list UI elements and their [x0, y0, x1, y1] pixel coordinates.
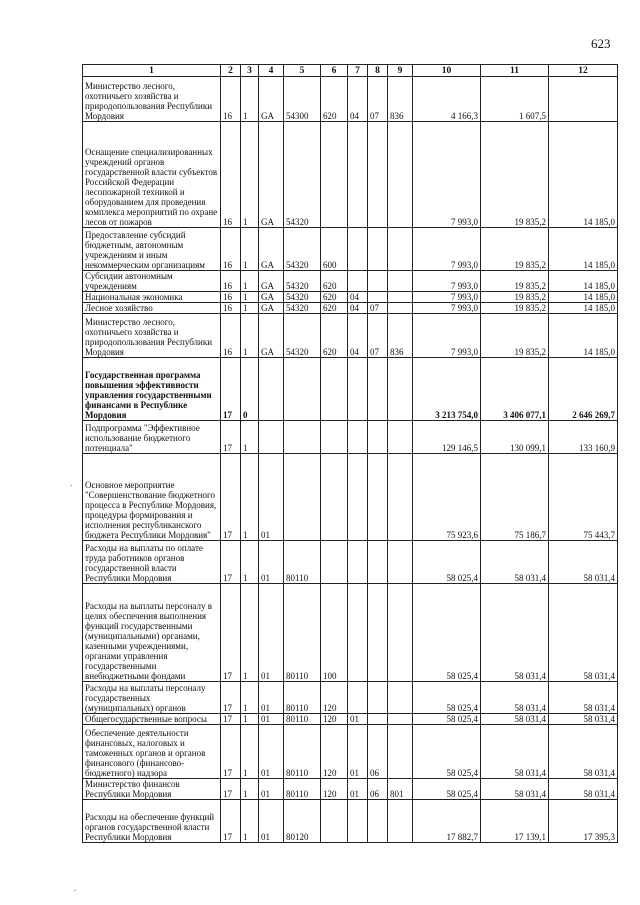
- cell-subsection: 1: [241, 779, 259, 800]
- cell-direction: 54320: [284, 292, 321, 303]
- cell-ministry: [388, 303, 413, 314]
- cell-subchapter: [368, 271, 388, 292]
- cell-section: 17: [221, 725, 241, 779]
- cell-amount-year2: 75 186,7: [481, 454, 549, 541]
- cell-program: GA: [259, 314, 284, 358]
- cell-ministry: 836: [388, 314, 413, 358]
- cell-amount-year3: [549, 77, 618, 122]
- cell-section: 16: [221, 77, 241, 122]
- cell-expense-type: 620: [321, 292, 348, 303]
- cell-subchapter: 07: [368, 314, 388, 358]
- cell-amount-year1: 58 025,4: [413, 779, 481, 800]
- cell-amount-year3: 14 185,0: [549, 122, 618, 228]
- cell-amount-year1: 7 993,0: [413, 303, 481, 314]
- cell-section: 17: [221, 682, 241, 714]
- cell-program: 01: [259, 454, 284, 541]
- cell-program: GA: [259, 292, 284, 303]
- cell-amount-year1: 75 923,6: [413, 454, 481, 541]
- cell-amount-year1: 58 025,4: [413, 714, 481, 725]
- cell-amount-year2: 58 031,4: [481, 541, 549, 584]
- table-row: [83, 77, 618, 122]
- cell-name: Расходы на обеспечение функций органов государственной власти Республики Мордовия: [83, 800, 221, 843]
- cell-amount-year3: 14 185,0: [549, 292, 618, 303]
- cell-amount-year3: 58 031,4: [549, 714, 618, 725]
- cell-ministry: [388, 358, 413, 421]
- cell-chapter: [348, 541, 368, 584]
- cell-expense-type: [321, 454, 348, 541]
- cell-amount-year1: 7 993,0: [413, 228, 481, 271]
- cell-expense-type: 120: [321, 682, 348, 714]
- column-header-amount-year1: 10: [413, 65, 481, 77]
- cell-program: GA: [259, 303, 284, 314]
- cell-amount-year2: 19 835,2: [481, 228, 549, 271]
- cell-subsection: 1: [241, 228, 259, 271]
- cell-direction: 80110: [284, 584, 321, 682]
- table-row: [83, 682, 618, 714]
- budget-table: [82, 64, 618, 843]
- table-row: [83, 303, 618, 314]
- cell-direction: [284, 358, 321, 421]
- cell-program: 01: [259, 800, 284, 843]
- column-header-subchapter: 8: [368, 65, 388, 77]
- cell-ministry: 801: [388, 779, 413, 800]
- cell-subchapter: 06: [368, 779, 388, 800]
- cell-name: Общегосударственные вопросы: [83, 714, 221, 725]
- column-header-section: 2: [221, 65, 241, 77]
- cell-direction: 54320: [284, 271, 321, 292]
- column-header-chapter: 7: [348, 65, 368, 77]
- cell-subchapter: [368, 358, 388, 421]
- cell-name: Расходы на выплаты по оплате труда работников органов государственной власти Республики Мордовия: [83, 541, 221, 584]
- cell-subsection: 1: [241, 314, 259, 358]
- cell-expense-type: 600: [321, 228, 348, 271]
- cell-section: 17: [221, 541, 241, 584]
- table-row: [83, 779, 618, 800]
- cell-amount-year2: 1 607,5: [481, 77, 549, 122]
- table-row: [83, 541, 618, 584]
- cell-subsection: 1: [241, 682, 259, 714]
- cell-expense-type: 120: [321, 714, 348, 725]
- cell-subchapter: [368, 584, 388, 682]
- cell-subsection: 1: [241, 303, 259, 314]
- cell-name: Национальная экономика: [83, 292, 221, 303]
- cell-section: 17: [221, 358, 241, 421]
- cell-subsection: 1: [241, 800, 259, 843]
- cell-direction: [284, 454, 321, 541]
- table-row: [83, 421, 618, 454]
- cell-amount-year3: 14 185,0: [549, 314, 618, 358]
- cell-expense-type: 120: [321, 725, 348, 779]
- cell-direction: 80110: [284, 779, 321, 800]
- table-row: [83, 584, 618, 682]
- cell-amount-year1: 4 166,3: [413, 77, 481, 122]
- cell-direction: 54320: [284, 303, 321, 314]
- cell-expense-type: [321, 358, 348, 421]
- column-header-program: 4: [259, 65, 284, 77]
- column-header-expense-type: 6: [321, 65, 348, 77]
- cell-amount-year1: 7 993,0: [413, 271, 481, 292]
- cell-subchapter: [368, 122, 388, 228]
- cell-chapter: [348, 122, 368, 228]
- cell-ministry: [388, 541, 413, 584]
- cell-chapter: 04: [348, 292, 368, 303]
- cell-subsection: 1: [241, 584, 259, 682]
- cell-amount-year1: 7 993,0: [413, 122, 481, 228]
- cell-section: 16: [221, 271, 241, 292]
- table-row: [83, 122, 618, 228]
- cell-subchapter: 06: [368, 725, 388, 779]
- cell-chapter: [348, 454, 368, 541]
- cell-amount-year2: 19 835,2: [481, 303, 549, 314]
- cell-expense-type: 620: [321, 303, 348, 314]
- cell-ministry: [388, 122, 413, 228]
- cell-amount-year1: 3 213 754,0: [413, 358, 481, 421]
- cell-chapter: 01: [348, 725, 368, 779]
- cell-direction: 80110: [284, 682, 321, 714]
- cell-amount-year1: 58 025,4: [413, 584, 481, 682]
- cell-subsection: 0: [241, 358, 259, 421]
- cell-chapter: [348, 228, 368, 271]
- table-body: [83, 77, 618, 843]
- cell-program: 01: [259, 714, 284, 725]
- cell-chapter: [348, 800, 368, 843]
- cell-subsection: 1: [241, 541, 259, 584]
- cell-direction: 54320: [284, 122, 321, 228]
- cell-section: 16: [221, 303, 241, 314]
- column-header-direction: 5: [284, 65, 321, 77]
- cell-direction: 80110: [284, 725, 321, 779]
- cell-amount-year3: 75 443,7: [549, 454, 618, 541]
- table-row: [83, 725, 618, 779]
- cell-subchapter: 07: [368, 303, 388, 314]
- cell-section: 16: [221, 292, 241, 303]
- cell-ministry: [388, 292, 413, 303]
- cell-chapter: 01: [348, 714, 368, 725]
- cell-ministry: [388, 584, 413, 682]
- table-row: [83, 454, 618, 541]
- cell-ministry: [388, 454, 413, 541]
- cell-program: 01: [259, 584, 284, 682]
- column-header-ministry: 9: [388, 65, 413, 77]
- cell-name: Субсидии автономным учреждениям: [83, 271, 221, 292]
- cell-section: 17: [221, 584, 241, 682]
- cell-ministry: [388, 800, 413, 843]
- cell-subchapter: [368, 421, 388, 454]
- table-row: [83, 228, 618, 271]
- cell-name: Министерство лесного, охотничьего хозяйства и природопользования Республики Мордовия: [83, 77, 221, 122]
- cell-program: [259, 421, 284, 454]
- cell-amount-year1: 7 993,0: [413, 292, 481, 303]
- cell-subchapter: 07: [368, 77, 388, 122]
- cell-section: 16: [221, 314, 241, 358]
- cell-amount-year3: 58 031,4: [549, 541, 618, 584]
- cell-name: Подпрограмма "Эффективное использование бюджетного потенциала": [83, 421, 221, 454]
- cell-chapter: 04: [348, 303, 368, 314]
- cell-amount-year3: 58 031,4: [549, 725, 618, 779]
- cell-amount-year2: 3 406 077,1: [481, 358, 549, 421]
- cell-chapter: [348, 421, 368, 454]
- cell-program: GA: [259, 228, 284, 271]
- cell-name: Предоставление субсидий бюджетным, автономным учреждениям и иным некоммерческим организациям: [83, 228, 221, 271]
- cell-subchapter: [368, 454, 388, 541]
- cell-program: 01: [259, 541, 284, 584]
- cell-subsection: 1: [241, 122, 259, 228]
- cell-subsection: 1: [241, 421, 259, 454]
- cell-direction: 80110: [284, 541, 321, 584]
- cell-direction: 80110: [284, 714, 321, 725]
- cell-amount-year3: 14 185,0: [549, 303, 618, 314]
- cell-chapter: [348, 584, 368, 682]
- cell-amount-year2: 19 835,2: [481, 122, 549, 228]
- cell-section: 17: [221, 421, 241, 454]
- cell-section: 17: [221, 714, 241, 725]
- cell-subchapter: [368, 714, 388, 725]
- cell-section: 16: [221, 122, 241, 228]
- column-header-amount-year2: 11: [481, 65, 549, 77]
- cell-amount-year1: 7 993,0: [413, 314, 481, 358]
- cell-section: 16: [221, 228, 241, 271]
- cell-amount-year1: 58 025,4: [413, 682, 481, 714]
- cell-chapter: [348, 682, 368, 714]
- cell-amount-year3: 2 646 269,7: [549, 358, 618, 421]
- cell-chapter: [348, 358, 368, 421]
- cell-name: Министерство финансов Республики Мордовия: [83, 779, 221, 800]
- cell-expense-type: 620: [321, 271, 348, 292]
- table-row: [83, 800, 618, 843]
- column-header-name: 1: [83, 65, 221, 77]
- cell-name: Оснащение специализированных учреждений органов государственной власти субъектов Российской Федерации лесопожарной техникой и оборудованием для проведения комплекса мероприятий по охране лесов от пожаров: [83, 122, 221, 228]
- cell-ministry: [388, 714, 413, 725]
- cell-subchapter: [368, 228, 388, 271]
- cell-amount-year2: 58 031,4: [481, 682, 549, 714]
- cell-subchapter: [368, 541, 388, 584]
- cell-subsection: 1: [241, 725, 259, 779]
- cell-direction: 54320: [284, 228, 321, 271]
- cell-expense-type: 620: [321, 77, 348, 122]
- cell-ministry: [388, 228, 413, 271]
- cell-subsection: 1: [241, 271, 259, 292]
- cell-subchapter: [368, 800, 388, 843]
- cell-amount-year3: 58 031,4: [549, 779, 618, 800]
- cell-name: Государственная программа повышения эффективности управления государственными финансами в Республике Мордовия: [83, 358, 221, 421]
- column-header-subsection: 3: [241, 65, 259, 77]
- cell-subsection: 1: [241, 714, 259, 725]
- margin-mark: .: [70, 478, 73, 489]
- cell-section: 17: [221, 454, 241, 541]
- cell-expense-type: 100: [321, 584, 348, 682]
- cell-subsection: 1: [241, 77, 259, 122]
- cell-amount-year2: 19 835,2: [481, 314, 549, 358]
- cell-direction: [284, 421, 321, 454]
- page-number: 623: [591, 36, 611, 51]
- cell-name: Министерство лесного, охотничьего хозяйства и природопользования Республики Мордовия: [83, 314, 221, 358]
- cell-ministry: [388, 421, 413, 454]
- cell-expense-type: [321, 541, 348, 584]
- cell-name: Обеспечение деятельности финансовых, налоговых и таможенных органов и органов финансового (финансово-бюджетного) надзора: [83, 725, 221, 779]
- cell-amount-year2: 58 031,4: [481, 714, 549, 725]
- cell-amount-year2: 58 031,4: [481, 584, 549, 682]
- cell-name: Основное мероприятие "Совершенствование бюджетного процесса в Республике Мордовия, процедуры формирования и исполнения республиканского бюджета Республики Мордовия": [83, 454, 221, 541]
- cell-amount-year1: 58 025,4: [413, 725, 481, 779]
- cell-amount-year3: 17 395,3: [549, 800, 618, 843]
- cell-amount-year1: 129 146,5: [413, 421, 481, 454]
- column-header-amount-year3: 12: [549, 65, 618, 77]
- cell-ministry: [388, 682, 413, 714]
- table-row: [83, 314, 618, 358]
- cell-amount-year2: 58 031,4: [481, 725, 549, 779]
- cell-program: 01: [259, 725, 284, 779]
- cell-amount-year2: 19 835,2: [481, 271, 549, 292]
- cell-direction: 80120: [284, 800, 321, 843]
- cell-direction: 54320: [284, 314, 321, 358]
- table-row: [83, 271, 618, 292]
- cell-expense-type: [321, 421, 348, 454]
- cell-program: GA: [259, 271, 284, 292]
- cell-ministry: [388, 271, 413, 292]
- cell-expense-type: 620: [321, 314, 348, 358]
- table-header-row: [83, 65, 618, 77]
- cell-amount-year2: 58 031,4: [481, 779, 549, 800]
- cell-name: Лесное хозяйство: [83, 303, 221, 314]
- cell-subsection: 1: [241, 454, 259, 541]
- cell-expense-type: [321, 122, 348, 228]
- cell-amount-year1: 58 025,4: [413, 541, 481, 584]
- cell-ministry: [388, 725, 413, 779]
- cell-chapter: 04: [348, 314, 368, 358]
- cell-amount-year2: 19 835,2: [481, 292, 549, 303]
- cell-program: [259, 358, 284, 421]
- cell-amount-year1: 17 882,7: [413, 800, 481, 843]
- table-row: [83, 714, 618, 725]
- cell-ministry: 836: [388, 77, 413, 122]
- cell-amount-year3: 133 160,9: [549, 421, 618, 454]
- table-row: [83, 358, 618, 421]
- cell-section: 17: [221, 800, 241, 843]
- table-row: [83, 292, 618, 303]
- cell-expense-type: [321, 800, 348, 843]
- cell-program: GA: [259, 122, 284, 228]
- cell-subchapter: [368, 682, 388, 714]
- cell-section: 17: [221, 779, 241, 800]
- cell-program: GA: [259, 77, 284, 122]
- cell-chapter: [348, 271, 368, 292]
- cell-amount-year3: 58 031,4: [549, 682, 618, 714]
- cell-program: 01: [259, 779, 284, 800]
- cell-amount-year2: 130 099,1: [481, 421, 549, 454]
- cell-direction: 54300: [284, 77, 321, 122]
- cell-program: 01: [259, 682, 284, 714]
- cell-subchapter: [368, 292, 388, 303]
- cell-subsection: 1: [241, 292, 259, 303]
- cell-name: Расходы на выплаты персоналу государственных (муниципальных) органов: [83, 682, 221, 714]
- margin-mark: .: [74, 883, 77, 894]
- cell-chapter: 04: [348, 77, 368, 122]
- cell-amount-year3: 14 185,0: [549, 228, 618, 271]
- cell-expense-type: 120: [321, 779, 348, 800]
- cell-amount-year3: 58 031,4: [549, 584, 618, 682]
- cell-amount-year3: 14 185,0: [549, 271, 618, 292]
- cell-amount-year2: 17 139,1: [481, 800, 549, 843]
- cell-name: Расходы на выплаты персоналу в целях обеспечения выполнения функций государственными (муниципальными) органами, казенными учреждениями, органами управления государственными внебюджетными фондами: [83, 584, 221, 682]
- cell-chapter: 01: [348, 779, 368, 800]
